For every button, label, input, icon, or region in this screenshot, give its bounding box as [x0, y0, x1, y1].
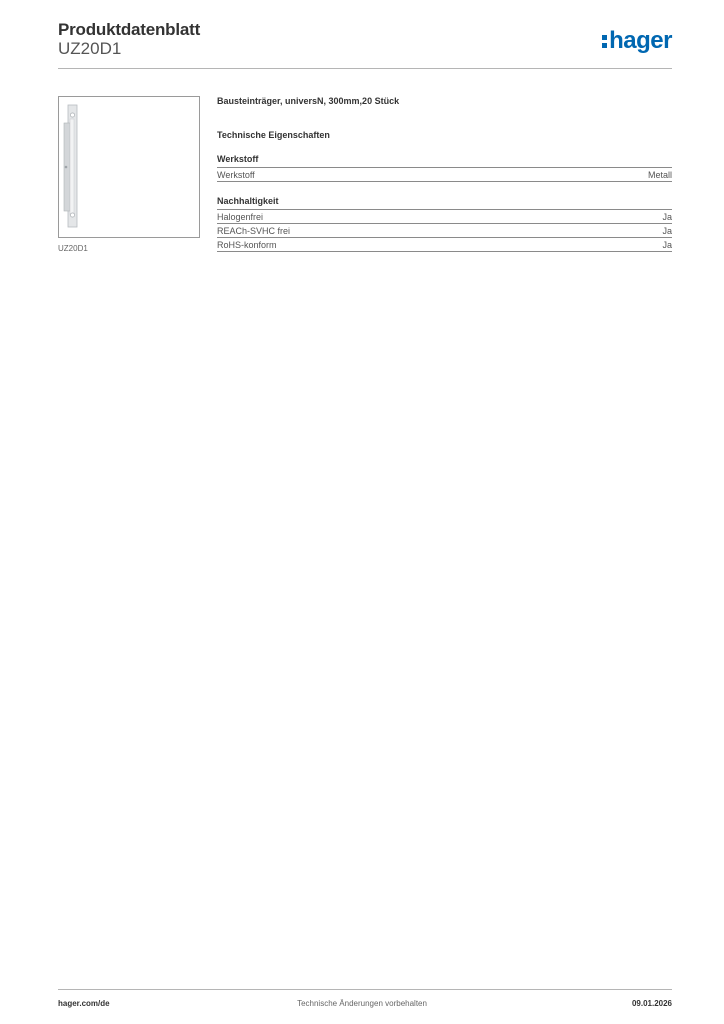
product-image	[58, 96, 200, 238]
logo-dots-icon	[602, 35, 607, 48]
section-title: Werkstoff	[217, 154, 672, 168]
property-row	[217, 168, 672, 182]
footer-website-link[interactable]: hager.com/de	[58, 999, 110, 1008]
property-value: Ja	[662, 226, 672, 236]
property-value: Ja	[662, 240, 672, 250]
footer-date: 09.01.2026	[631, 999, 672, 1008]
mounting-rail-icon	[59, 97, 199, 237]
property-label: REACh-SVHC frei	[217, 226, 291, 236]
document-title: Produktdatenblatt	[58, 20, 201, 39]
property-value: Metall	[647, 170, 672, 180]
image-caption: UZ20D1	[58, 244, 88, 253]
property-row	[217, 238, 672, 252]
footer-divider	[58, 989, 672, 990]
section-title: Nachhaltigkeit	[217, 196, 672, 210]
property-row	[217, 210, 672, 224]
property-row	[217, 224, 672, 238]
section-material	[217, 154, 672, 182]
logo-text: hager	[609, 27, 672, 54]
product-details	[217, 96, 672, 252]
property-label: Werkstoff	[217, 170, 255, 180]
header-divider	[58, 68, 672, 69]
property-value: Ja	[662, 212, 672, 222]
technical-heading: Technische Eigenschaften	[217, 130, 330, 140]
property-label: RoHS-konform	[217, 240, 277, 250]
hager-logo	[602, 28, 672, 54]
section-sustainability	[217, 196, 672, 252]
footer-notice: Technische Änderungen vorbehalten	[297, 999, 427, 1008]
property-label: Halogenfrei	[217, 212, 264, 222]
article-number: UZ20D1	[58, 39, 122, 58]
product-description: Bausteinträger, universN, 300mm,20 Stück	[217, 96, 400, 106]
